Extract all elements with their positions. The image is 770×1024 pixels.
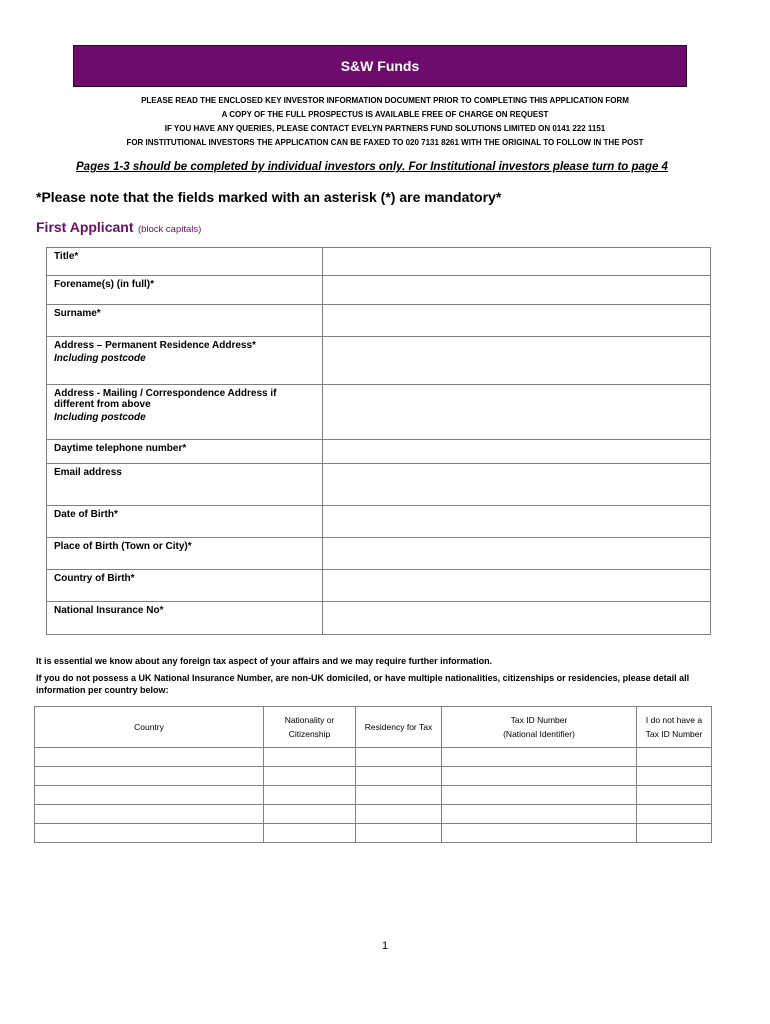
telephone-field[interactable]	[323, 440, 711, 464]
no-tax-id-cell[interactable]	[637, 786, 712, 805]
residency-cell[interactable]	[356, 786, 442, 805]
country-of-birth-field[interactable]	[323, 570, 711, 602]
form-row	[47, 538, 711, 570]
column-header: I do not have a Tax ID Number	[637, 707, 712, 748]
field-label: Address – Permanent Residence Address* Including postcode	[47, 337, 323, 385]
nationality-cell[interactable]	[264, 786, 356, 805]
page-number: 1	[381, 940, 389, 952]
tax-residency-table	[34, 706, 712, 843]
notice-line: FOR INSTITUTIONAL INVESTORS THE APPLICATION CAN BE FAXED TO 020 7131 8261 WITH THE ORIGINAL TO FOLLOW IN THE POST	[126, 138, 644, 147]
notice-line: PLEASE READ THE ENCLOSED KEY INVESTOR INFORMATION DOCUMENT PRIOR TO COMPLETING THIS APPLICATION FORM	[141, 96, 629, 105]
tax-id-cell[interactable]	[442, 824, 637, 843]
section-title: First Applicant	[36, 219, 134, 235]
form-row	[47, 276, 711, 305]
tax-id-cell[interactable]	[442, 767, 637, 786]
field-note: Including postcode	[54, 353, 146, 364]
title-field[interactable]	[323, 248, 711, 276]
nationality-cell[interactable]	[264, 824, 356, 843]
residency-cell[interactable]	[356, 748, 442, 767]
tax-table-header	[35, 707, 712, 748]
residency-cell[interactable]	[356, 805, 442, 824]
country-cell[interactable]	[35, 786, 264, 805]
residency-cell[interactable]	[356, 824, 442, 843]
mandatory-fields-note: *Please note that the fields marked with an asterisk (*) are mandatory*	[36, 189, 502, 205]
tax-id-cell[interactable]	[442, 786, 637, 805]
column-header: Tax ID Number (National Identifier)	[442, 707, 637, 748]
field-label: Title*	[47, 248, 323, 276]
field-label: Email address	[47, 464, 323, 506]
country-cell[interactable]	[35, 767, 264, 786]
nationality-cell[interactable]	[264, 805, 356, 824]
tax-info-paragraph: It is essential we know about any foreign tax aspect of your affairs and we may require further information.	[36, 656, 493, 666]
table-row	[35, 767, 712, 786]
surname-field[interactable]	[323, 305, 711, 337]
field-label: Country of Birth*	[47, 570, 323, 602]
tax-id-cell[interactable]	[442, 805, 637, 824]
tax-id-cell[interactable]	[442, 748, 637, 767]
table-row	[35, 748, 712, 767]
nationality-cell[interactable]	[264, 748, 356, 767]
table-row	[35, 824, 712, 843]
field-label: National Insurance No*	[47, 602, 323, 635]
field-label: Daytime telephone number*	[47, 440, 323, 464]
field-note: Including postcode	[54, 412, 146, 423]
form-row	[47, 464, 711, 506]
pages-instruction: Pages 1-3 should be completed by individual investors only. For Institutional investors please turn to page 4	[76, 161, 668, 173]
section-subtitle: (block capitals)	[137, 224, 202, 235]
date-of-birth-field[interactable]	[323, 506, 711, 538]
notice-line: A COPY OF THE FULL PROSPECTUS IS AVAILABLE FREE OF CHARGE ON REQUEST	[221, 110, 549, 119]
notice-line: IF YOU HAVE ANY QUERIES, PLEASE CONTACT EVELYN PARTNERS FUND SOLUTIONS LIMITED ON 0141 222 1151	[164, 124, 606, 133]
country-cell[interactable]	[35, 748, 264, 767]
form-row	[47, 385, 711, 440]
form-row	[47, 570, 711, 602]
form-row	[47, 440, 711, 464]
fund-title-banner	[73, 45, 687, 87]
applicant-details-table	[46, 247, 711, 635]
nationality-cell[interactable]	[264, 767, 356, 786]
form-row	[47, 248, 711, 276]
no-tax-id-cell[interactable]	[637, 748, 712, 767]
field-label: Date of Birth*	[47, 506, 323, 538]
no-tax-id-cell[interactable]	[637, 805, 712, 824]
tax-info-paragraph: If you do not possess a UK National Insurance Number, are non-UK domiciled, or have multiple nationalities, citizenships or residencies, please detail all information per country below:	[36, 673, 690, 695]
country-cell[interactable]	[35, 824, 264, 843]
field-label: Address - Mailing / Correspondence Address if different from above Including postcode	[47, 385, 323, 440]
field-label: Forename(s) (in full)*	[47, 276, 323, 305]
national-insurance-field[interactable]	[323, 602, 711, 635]
column-header: Country	[35, 707, 264, 748]
fund-title: S&W Funds	[340, 58, 420, 74]
country-cell[interactable]	[35, 805, 264, 824]
form-row	[47, 506, 711, 538]
form-row	[47, 337, 711, 385]
form-row	[47, 602, 711, 635]
no-tax-id-cell[interactable]	[637, 824, 712, 843]
form-row	[47, 305, 711, 337]
column-header: Nationality or Citizenship	[264, 707, 356, 748]
forename-field[interactable]	[323, 276, 711, 305]
field-label: Place of Birth (Town or City)*	[47, 538, 323, 570]
permanent-address-field[interactable]	[323, 337, 711, 385]
table-row	[35, 805, 712, 824]
no-tax-id-cell[interactable]	[637, 767, 712, 786]
column-header: Residency for Tax	[356, 707, 442, 748]
place-of-birth-field[interactable]	[323, 538, 711, 570]
email-field[interactable]	[323, 464, 711, 506]
field-label: Surname*	[47, 305, 323, 337]
residency-cell[interactable]	[356, 767, 442, 786]
table-row	[35, 786, 712, 805]
mailing-address-field[interactable]	[323, 385, 711, 440]
section-heading	[36, 219, 201, 237]
